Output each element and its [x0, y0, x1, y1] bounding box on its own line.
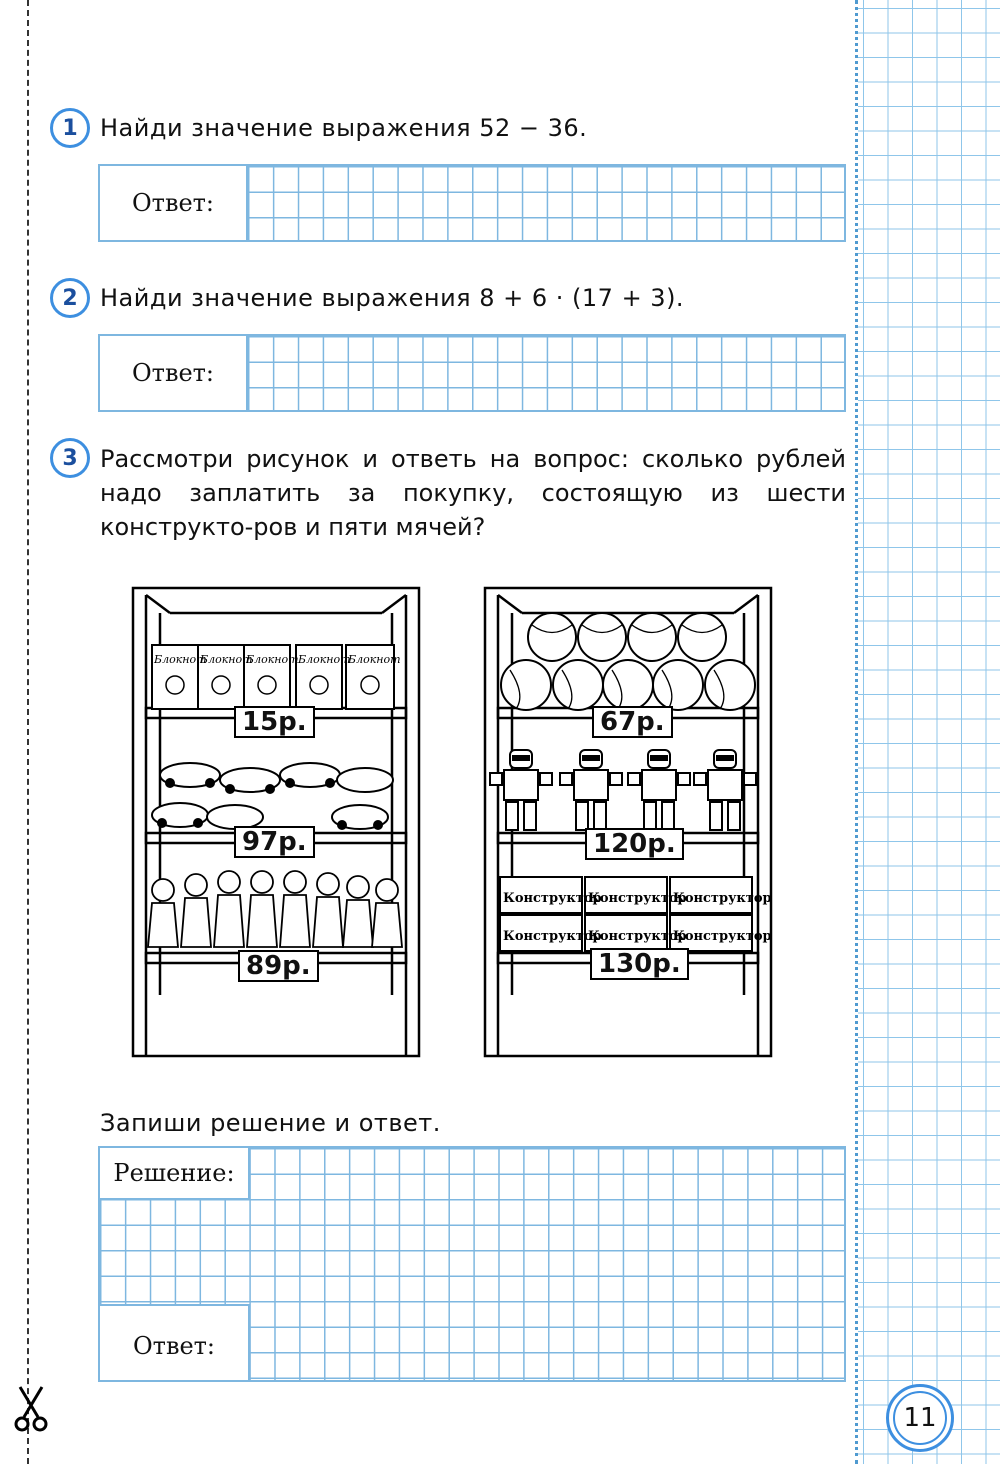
left-shelf-illustration	[130, 585, 422, 1060]
price-tag-ball: 67р.	[592, 706, 673, 738]
notebook-label: Блокнот	[200, 653, 253, 666]
task-number-badge: 1	[50, 108, 90, 148]
notebook-label: Блокнот	[298, 653, 351, 666]
answer-grid[interactable]	[248, 166, 844, 240]
price-tag-notebook: 15р.	[234, 706, 315, 738]
answer-label: Ответ:	[100, 166, 248, 240]
task-2-text: Найди значение выражения 8 + 6 · (17 + 3).	[100, 284, 685, 312]
task-number-badge: 2	[50, 278, 90, 318]
scissors-icon	[14, 1385, 48, 1433]
price-tag-robot: 120р.	[585, 828, 684, 860]
right-shelf-illustration	[482, 585, 774, 1060]
answer-box-2[interactable]	[98, 334, 846, 412]
answer-box-1[interactable]	[98, 164, 846, 242]
price-tag-car: 97р.	[234, 826, 315, 858]
price-tag-doll: 89р.	[238, 950, 319, 982]
solution-label: Решение:	[100, 1148, 250, 1200]
box-label: Конструктор	[503, 891, 602, 906]
graph-paper-strip	[858, 0, 1000, 1464]
box-label: Конструктор	[588, 891, 687, 906]
perforation-edge	[855, 0, 858, 1464]
price-tag-constructor: 130р.	[590, 948, 689, 980]
notebook-label: Блокнот	[348, 653, 401, 666]
notebook-label: Блокнот	[246, 653, 299, 666]
box-label: Конструктор	[673, 929, 772, 944]
task-1-text: Найди значение выражения 52 − 36.	[100, 114, 588, 142]
box-label: Конструктор	[588, 929, 687, 944]
notebook-label: Блокнот	[154, 653, 207, 666]
box-label: Конструктор	[503, 929, 602, 944]
solution-grid[interactable]	[98, 1146, 846, 1382]
task-number-badge: 3	[50, 438, 90, 478]
answer-label: Ответ:	[100, 336, 248, 410]
box-label: Конструктор	[673, 891, 772, 906]
cut-line	[27, 0, 29, 1464]
answer-label: Ответ:	[100, 1304, 250, 1382]
solution-instruction: Запиши решение и ответ.	[100, 1109, 441, 1137]
task-3-text: Рассмотри рисунок и ответь на вопрос: сколько рублей надо заплатить за покупку, состоящую из шести конструкто-ров и пяти мячей?	[100, 445, 846, 541]
answer-grid[interactable]	[248, 336, 844, 410]
page-number: 11	[886, 1384, 954, 1452]
